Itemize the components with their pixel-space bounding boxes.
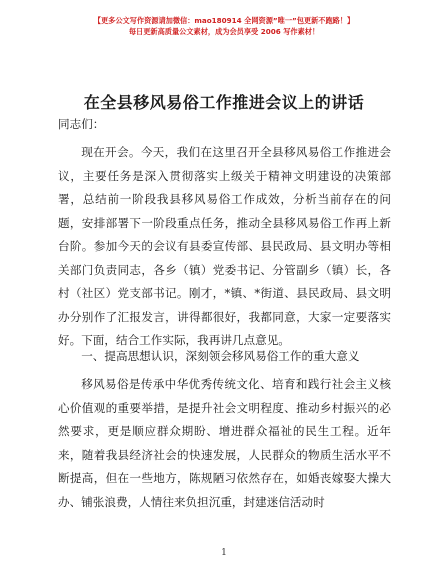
promo-header (0, 15, 448, 37)
paragraph-opening: 现在开会。今天，我们在这里召开全县移风易俗工作推进会议，主要任务是深入贯彻落实上级关于精神文明建设的决策部署，总结前一阶段我县移风易俗工作成效，分析当前存在的问题，安排部署下一阶段重点任务，推动全县移风易俗工作再上新台阶。参加今天的会议有县委宣传部、县民政局、县文明办等相关部门负责同志，各乡（镇）党委书记、分管副乡（镇）长，各村（社区）党支部书记。刚才，*镇、*街道、县民政局、县文明办分别作了汇报发言，讲得都很好，我都同意，大家一定要落实好。下面，结合工作实际，我再讲几点意见。 (58, 145, 391, 347)
promo-line-2: 每日更新高质量公文素材，成为会员享受 2006 写作素材！ (128, 27, 320, 36)
page-number: 1 (221, 548, 227, 558)
document-title: 在全县移风易俗工作推进会议上的讲话 (83, 93, 365, 112)
paragraph-significance: 移风易俗是传承中华优秀传统文化、培育和践行社会主义核心价值观的重要举措，是提升社会文明程度、推动乡村振兴的必然要求，更是顺应群众期盼、增进群众福祉的民生工程。近年来，随着我县经济社会的快速发展，人民群众的物质生活水平不断提高，但在一些地方，陈规陋习依然存在，如婚丧嫁娶大操大办、铺张浪费，人情往来负担沉重，封建迷信活动时 (58, 377, 391, 509)
salutation: 同志们： (58, 117, 105, 131)
promo-line-1: 【更多公文写作资源请加微信：mao180914 全网资源”唯一”包更新不跑路！】 (93, 16, 355, 25)
section-heading-1: 一、提高思想认识，深刻领会移风易俗工作的重大意义 (81, 349, 360, 363)
